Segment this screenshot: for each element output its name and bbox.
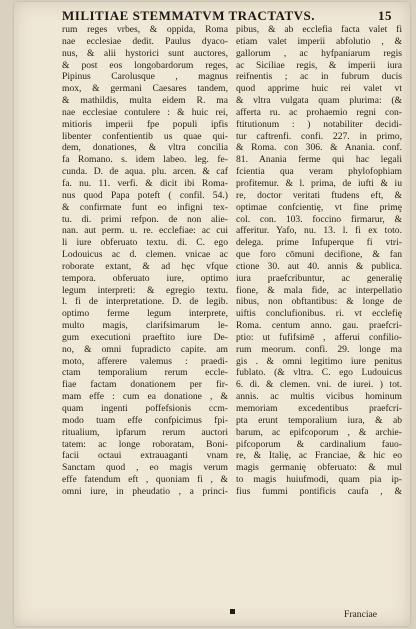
text-line: iura praefcribuntur, ac generalię [236, 272, 402, 284]
left-column [62, 24, 228, 498]
text-line: re, doctor veritati ftudens eft, & [236, 189, 402, 201]
text-line: ctam temporalium rerum eccle- [62, 367, 228, 379]
folio-number: 15 [378, 8, 392, 23]
text-line: no, & omni fupradicto capite. am [62, 343, 228, 355]
text-line: roborate extant, & ad hęc vfque [62, 260, 228, 272]
text-line: pibus, & ab ecclefia facta valet fi [236, 24, 402, 35]
text-line: rum meorum. confi. 29. longe ma [236, 343, 402, 355]
text-line: gis . & omni legitimo iure penitus [236, 355, 402, 367]
text-line: Sanctam quod , eo magis verum [62, 462, 228, 474]
text-line: fa Romano. s. idem labeo. leg. fe- [62, 154, 228, 166]
text-line: afferta ru. ac prohaemio regni con- [236, 106, 402, 118]
text-line: omni iure, in pheudatio , a princi- [62, 485, 228, 497]
signature-mark [230, 609, 235, 614]
catchword: Franciae [344, 609, 378, 620]
text-line: fublato. (& vltra. C. ego Ludouicus [236, 367, 402, 379]
text-line: nibus, non obftantibus: & longe de [236, 296, 402, 308]
text-line: mitioris imperii fpe populi ipfis [62, 118, 228, 130]
text-line: ctione 30. aut 40. annis & publica. [236, 260, 402, 272]
text-line: mam effe : cum ea donatione , & [62, 391, 228, 403]
text-line: gallorum , ac hyfpaniarum regis [236, 47, 402, 59]
text-line: ftitutionum : ) notabiliter decidi- [236, 118, 402, 130]
text-line: legum interpreti: & egregio textu. [62, 284, 228, 296]
text-line: etiam valet imperii abfolutio , & [236, 35, 402, 47]
running-head: MILITIAE STEMMATVM TRACTATVS. [62, 8, 315, 23]
text-line: modo tuam effe confpicimus fpi- [62, 414, 228, 426]
text-line: optimae confcientię, vt fine primę [236, 201, 402, 213]
text-line: fione, & mala fide, ac interpellatio [236, 284, 402, 296]
text-line: ptio: ut fufifsimē , afferui confilio- [236, 331, 402, 343]
text-line: to magis huiufmodi, quam pia ip- [236, 474, 402, 486]
text-line: ritualium, ipfarum rerum auctori [62, 426, 228, 438]
text-line: fius fummi pontificis caufa , & [236, 485, 402, 497]
text-line: col. con. 103. foccino firmarur, & [236, 213, 402, 225]
text-line: dem, donationes, & vltra concilia [62, 142, 228, 154]
text-line: Pipinus Carolusque , magnus [62, 71, 228, 83]
text-line: magis germanię obferuato: & mul [236, 462, 402, 474]
text-line: l. fi de interpretatione. D. de legib. [62, 296, 228, 308]
text-line: delega. prime Infuperque fi vtri- [236, 237, 402, 249]
text-line: profitemur. & l. prima, de iufti & iu [236, 177, 402, 189]
text-line: & post eos longobardorum reges, [62, 59, 228, 71]
text-line: 81. Anania ferme qui hac legali [236, 154, 402, 166]
text-line: nae ecclesiae contulere : & huic rei, [62, 106, 228, 118]
text-line: effe fatendum eft , quoniam fi , & [62, 474, 228, 486]
text-line: rum reges vrbes, & oppida, Roma [62, 24, 228, 35]
text-line: optimo ferme legum interprete, [62, 308, 228, 320]
text-line: fcientia qua veram phylofophiam [236, 166, 402, 178]
text-line: Roma. centum anno. gau. praefcri- [236, 320, 402, 332]
text-line: fa. nu. 11. verfi. & dicit ibi Roma- [62, 177, 228, 189]
text-line: libenter confentientib us quae qui- [62, 130, 228, 142]
text-line: pta erunt temporalium iura, & ab [236, 414, 402, 426]
text-line: gum executioni praeftito iure De- [62, 331, 228, 343]
text-line: & mathildis, multa eidem R. ma [62, 95, 228, 107]
text-columns [62, 24, 402, 498]
text-line: memoriam excedentibus praefcri- [236, 403, 402, 414]
text-line: annis. ac multis vicibus hominum [236, 391, 402, 403]
text-line: barum, ac epifcoporum , & archie- [236, 426, 402, 438]
text-line: nus quod Papa poteft ( confil. 54.) [62, 189, 228, 201]
text-line: nae ecclesiae dedit. Paulus dyaco- [62, 35, 228, 47]
text-line: quam ingenti poffefsionis ccm- [62, 403, 228, 414]
text-line: cunda. D. de aqua. plu. arcen. & caf [62, 166, 228, 178]
text-line: tatem: ac longe roboratam, Boni- [62, 438, 228, 450]
text-line: nan. aut perm. u. re. ecclefiae: ac cui [62, 225, 228, 237]
text-line: moto, afferere valemus : praedi- [62, 355, 228, 367]
text-line: Lodouicus ac d. clemen. vnicae ac [62, 249, 228, 261]
text-line: pifcoporum & cardinalium fauo- [236, 438, 402, 450]
text-line: mox, & germani Caesares tandem, [62, 83, 228, 95]
text-line: ac Siciliae regis, & imperii iura [236, 59, 402, 71]
text-line: & confirmate funt eo infigni tex- [62, 201, 228, 213]
text-line: & Roma. con 306. & Anania. conf. [236, 142, 402, 154]
text-line: tempora. obferuato iure, optimo [62, 272, 228, 284]
text-line: & vltra vulgata quam plurima: (& [236, 95, 402, 107]
text-line: re, & Italię, ac Franciae, & hic eo [236, 450, 402, 462]
text-line: afferitur. Yafo, nu. 13. l. fi ex toto. [236, 225, 402, 237]
text-line: facii octaui extrauaganti vnam [62, 450, 228, 462]
text-line: tu. di. primi refpon. de non alie- [62, 213, 228, 225]
text-line: tur caftrenfi. confi. 227. in primo, [236, 130, 402, 142]
text-line: multo magis, clarifsimarum le- [62, 320, 228, 332]
text-line: reifnentis ; ac in fubrum ducis [236, 71, 402, 83]
right-column [236, 24, 402, 498]
book-page [14, 2, 410, 626]
text-line: nus, & alii hystorici sunt auctores, [62, 47, 228, 59]
page-header [62, 8, 392, 24]
text-line: que foro cōmuni decifione, & fan [236, 249, 402, 261]
text-line: 6. di. & clemen. vni. de iurei. ) tot. [236, 379, 402, 391]
text-line: fiae factam donationem per fir- [62, 379, 228, 391]
text-line: quod apprime huic rei valet vt [236, 83, 402, 95]
text-line: li iure obferuato textu. di. C. ego [62, 237, 228, 249]
text-line: uiftis conclufionibus. ri. vt ecclefię [236, 308, 402, 320]
